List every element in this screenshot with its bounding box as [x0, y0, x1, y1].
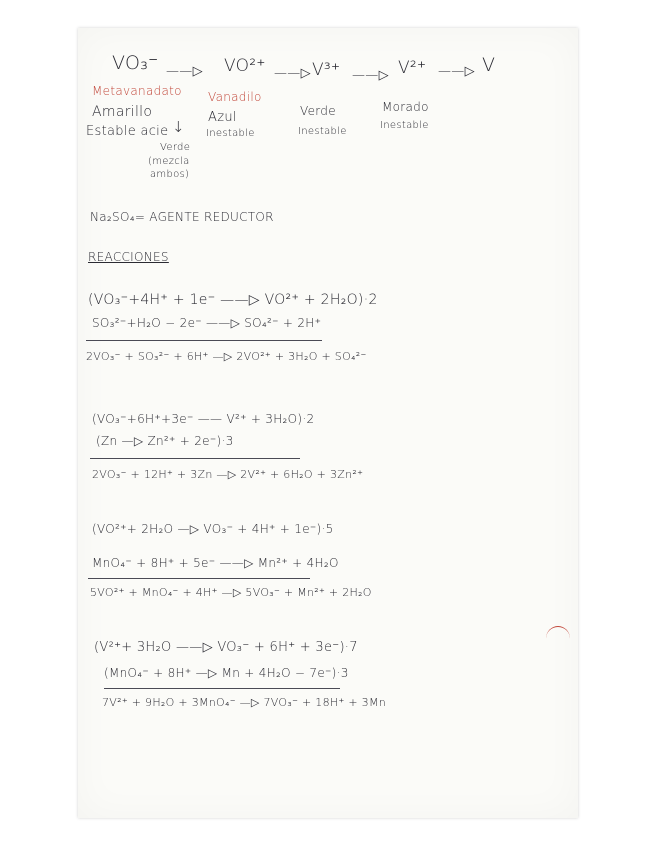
reaction-1-line-1: (VO₃⁻+4H⁺ + 1e⁻ ——▷ VO²⁺ + 2H₂O)·2	[88, 292, 378, 308]
species-v: V	[482, 54, 496, 76]
reactions-heading: REACCIONES	[88, 250, 169, 264]
arrow-1: ——▷	[166, 64, 203, 79]
stability-inestable-verde: Inestable	[298, 126, 347, 137]
species-vo2: VO²⁺	[224, 56, 266, 76]
color-morado: Morado	[382, 100, 429, 114]
stability-inestable-morado: Inestable	[380, 120, 429, 131]
reaction-3-line-2: MnO₄⁻ + 8H⁺ + 5e⁻ ——▷ Mn²⁺ + 4H₂O	[92, 556, 339, 570]
color-verde-mezcla: Verde	[160, 142, 191, 153]
arrow-4: ——▷	[438, 64, 475, 79]
stability-inestable-azul: Inestable	[206, 128, 255, 139]
reaction-4-rule	[104, 688, 340, 689]
reaction-4-line-1: (V²⁺+ 3H₂O ——▷ VO₃⁻ + 6H⁺ + 3e⁻)·7	[94, 640, 358, 655]
reaction-2-rule	[90, 458, 300, 459]
reaction-4-result: 7V²⁺ + 9H₂O + 3MnO₄⁻ —▷ 7VO₃⁻ + 18H⁺ + 3Mn	[102, 696, 387, 709]
reaction-1-result: 2VO₃⁻ + SO₃²⁻ + 6H⁺ —▷ 2VO²⁺ + 3H₂O + SO₄²⁻	[86, 350, 367, 363]
color-amarillo: Amarillo	[92, 104, 153, 120]
stability-estable: Estable acie	[86, 124, 169, 139]
species-v2: V²⁺	[398, 58, 427, 78]
reaction-1-line-2: SO₃²⁻+H₂O − 2e⁻ ——▷ SO₄²⁻ + 2H⁺	[92, 316, 322, 330]
reaction-2-line-2: (Zn —▷ Zn²⁺ + 2e⁻)·3	[96, 434, 234, 448]
red-pen-mark	[546, 626, 570, 651]
reaction-1-rule	[86, 340, 322, 341]
species-v3: V³⁺	[312, 60, 341, 80]
color-verde: Verde	[300, 104, 336, 118]
reaction-2-result: 2VO₃⁻ + 12H⁺ + 3Zn —▷ 2V²⁺ + 6H₂O + 3Zn²⁺	[92, 468, 364, 481]
name-vanadilo: Vanadilo	[208, 90, 262, 104]
arrow-2: ——▷	[274, 66, 311, 81]
reaction-3-rule	[88, 578, 310, 579]
mezcla-note: (mezcla	[148, 156, 190, 167]
reaction-3-result: 5VO²⁺ + MnO₄⁻ + 4H⁺ —▷ 5VO₃⁻ + Mn²⁺ + 2H₂O	[90, 586, 372, 599]
reaction-4-line-2: (MnO₄⁻ + 8H⁺ —▷ Mn + 4H₂O − 7e⁻)·3	[104, 666, 349, 680]
down-arrow: ↓	[172, 118, 185, 136]
ambos-note: ambos)	[150, 169, 190, 180]
reaction-3-line-1: (VO²⁺+ 2H₂O —▷ VO₃⁻ + 4H⁺ + 1e⁻)·5	[92, 522, 334, 536]
color-azul: Azul	[208, 110, 237, 125]
species-vo3: VO₃⁻	[112, 52, 159, 74]
reaction-2-line-1: (VO₃⁻+6H⁺+3e⁻ —— V²⁺ + 3H₂O)·2	[92, 412, 315, 426]
arrow-3: ——▷	[352, 68, 389, 83]
reducing-agent-note: Na₂SO₄= AGENTE REDUCTOR	[90, 210, 274, 224]
name-metavanadato: Metavanadato	[92, 84, 182, 98]
